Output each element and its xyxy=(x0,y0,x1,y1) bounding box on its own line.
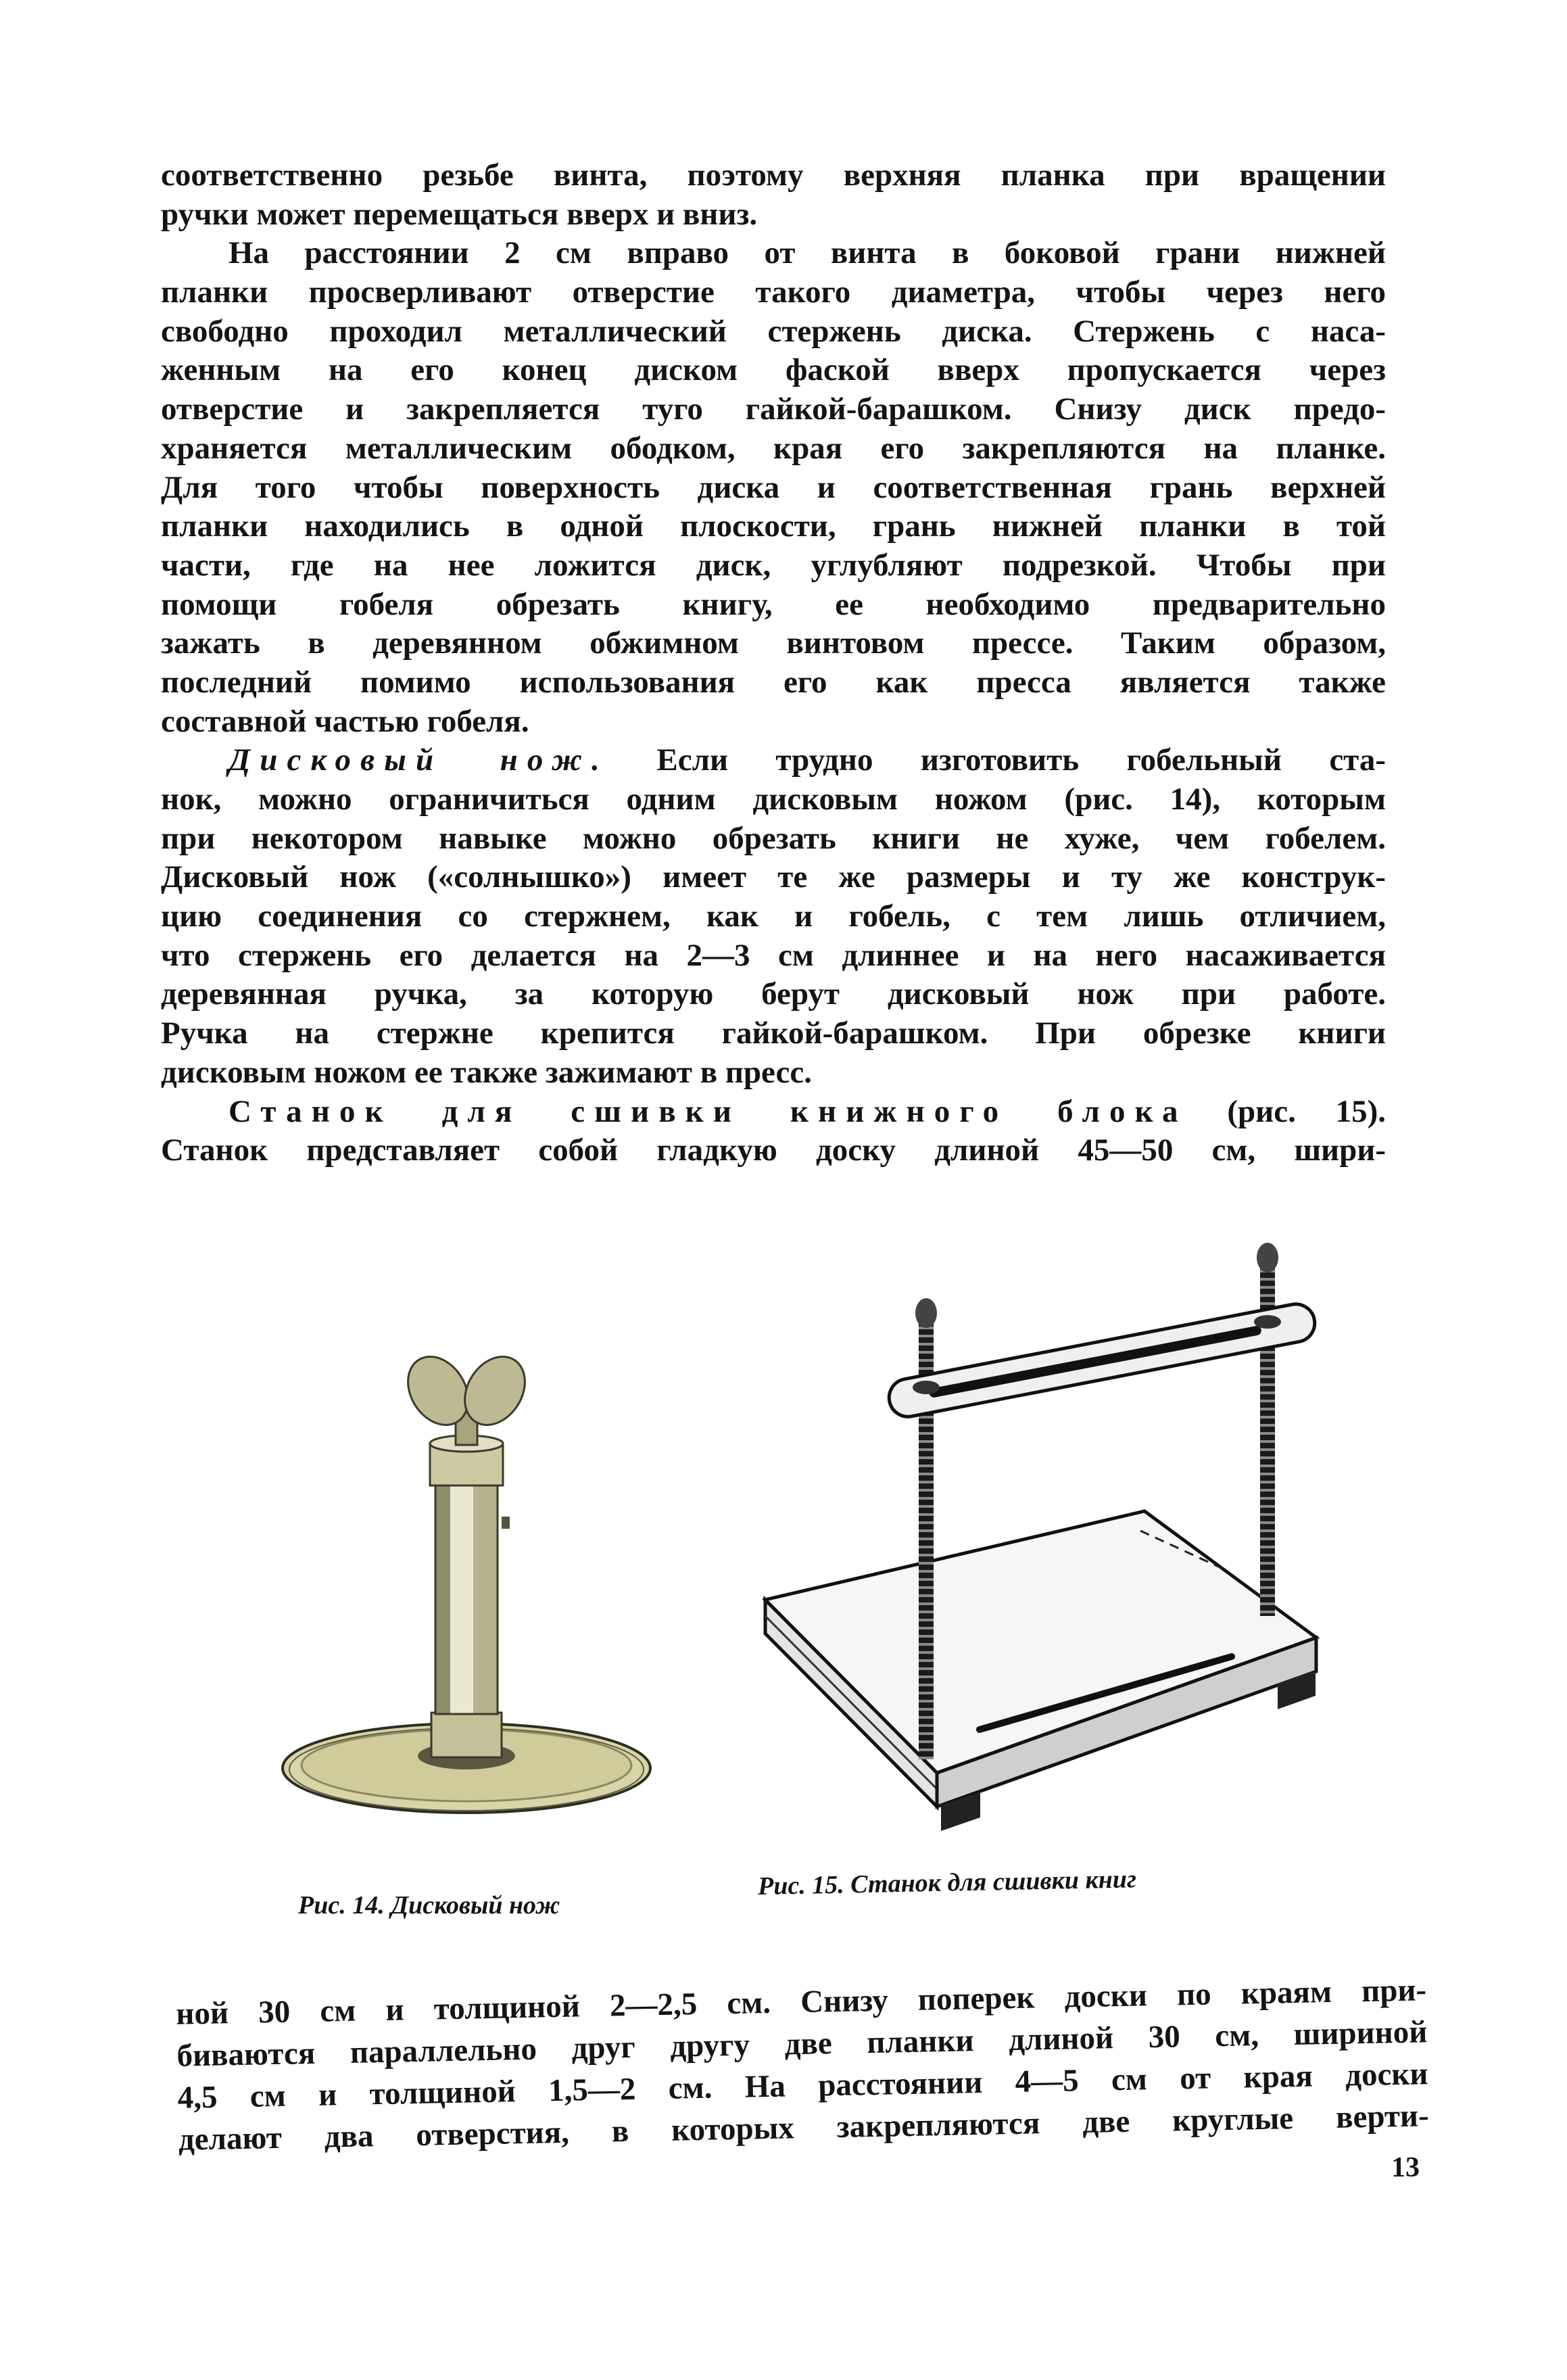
post-shade-right xyxy=(473,1477,498,1714)
paragraph-line: отверстие и закрепляется туго гайкой-барашком. Снизу диск предо- xyxy=(161,391,1386,427)
crossbar-slot xyxy=(928,1325,1262,1398)
paragraph-line: ручки может перемещаться вверх и вниз. xyxy=(161,196,758,232)
paragraph xyxy=(161,1093,1386,1170)
figure-14-disk-knife xyxy=(270,1342,690,1829)
run-in-heading: Дисковый нож. xyxy=(228,742,609,778)
paragraph-line: На расстоянии 2 см вправо от винта в боковой грани нижней xyxy=(228,235,1386,271)
paragraph-line: что стержень его делается на 2—3 см длиннее и на него насаживается xyxy=(161,937,1386,973)
paragraph-line: соответственно резьбе винта, поэтому верхняя планка при вращении xyxy=(161,158,1386,193)
paragraph-line xyxy=(161,1093,1386,1132)
paragraph-line: ной 30 см и толщиной 2—2,5 см. Снизу поперек доски по краям при- xyxy=(175,1972,1427,2032)
paragraph-line: при некотором навыке можно обрезать книги не хуже, чем гобелем. xyxy=(161,820,1386,856)
paragraph-line: Станок представляет собой гладкую доску длиной 45—50 см, шири- xyxy=(161,1133,1386,1168)
paragraph-line: биваются параллельно друг другу две планки длиной 30 см, шириной xyxy=(176,2014,1428,2074)
paragraph-line: храняется металлическим ободком, края его закрепляются на планке. xyxy=(161,430,1386,466)
paragraph xyxy=(161,234,1386,741)
left-wing-nut-icon xyxy=(915,1298,937,1328)
paragraph-line: делают два отверстия, в которых закрепляются две круглые верти- xyxy=(178,2098,1430,2158)
paragraph-line: последний помимо использования его как пресса является также xyxy=(161,664,1386,700)
paragraph-line xyxy=(161,741,1386,780)
paragraph-line: дисковым ножом ее также зажимают в пресс. xyxy=(161,1054,812,1090)
top-crossbar xyxy=(886,1301,1318,1420)
paragraph-line: планки просверливают отверстие такого диаметра, чтобы через него xyxy=(161,275,1386,310)
paragraph-line: части, где на нее ложится диск, углубляют подрезкой. Чтобы при xyxy=(161,547,1386,583)
paragraph-line: планки находились в одной плоскости, грань нижней планки в той xyxy=(161,508,1386,544)
figure-15-sewing-frame xyxy=(744,1210,1352,1839)
board-top xyxy=(765,1511,1316,1773)
paragraph-line: нок, можно ограничиться одним дисковым ножом (рис. 14), которым xyxy=(161,782,1386,817)
paragraph xyxy=(161,741,1386,1092)
right-wing-nut-icon xyxy=(1257,1243,1278,1272)
paragraph-line: составной частью гобеля. xyxy=(161,703,529,739)
side-pin xyxy=(502,1517,510,1529)
line-text: (рис. 15). xyxy=(1187,1093,1387,1129)
paragraph-line: Для того чтобы поверхность диска и соответственная грань верхней xyxy=(161,469,1386,505)
paragraph-line: 4,5 см и толщиной 1,5—2 см. На расстоянии 4—5 см от края доски xyxy=(177,2056,1428,2116)
paragraph-line: деревянная ручка, за которую берут дисковый нож при работе. xyxy=(161,976,1386,1012)
text-column xyxy=(161,156,1386,1170)
left-bar-nut xyxy=(913,1381,940,1394)
run-in-heading: Станок для сшивки книжного блока xyxy=(228,1093,1188,1129)
bottom-collar xyxy=(431,1713,502,1757)
page-number: 13 xyxy=(1391,2152,1420,2183)
paragraph xyxy=(161,156,1386,234)
continuation-paragraph xyxy=(176,1969,1429,2160)
paragraph-line: цию соединения со стержнем, как и гобель, с тем лишь отличием, xyxy=(161,899,1386,934)
paragraph-line: Дисковый нож («солнышко») имеет те же размеры и ту же конструк- xyxy=(161,859,1386,895)
figure-15-caption: Рис. 15. Станок для сшивки книг xyxy=(757,1865,1137,1901)
paragraph-line: женным на его конец диском фаской вверх пропускается через xyxy=(161,352,1386,388)
paragraph-line: свободно проходил металлический стержень диска. Стержень с наса- xyxy=(161,313,1386,349)
paragraph-line: помощи гобеля обрезать книгу, ее необходимо предварительно xyxy=(161,586,1386,622)
paragraph-line: зажать в деревянном обжимном винтовом прессе. Таким образом, xyxy=(161,625,1386,661)
post-shade-left xyxy=(435,1477,450,1714)
post-highlight xyxy=(450,1477,473,1714)
figure-14-caption: Рис. 14. Дисковый нож xyxy=(298,1891,560,1920)
paragraph-line: Ручка на стержне крепится гайкой-барашком. При обрезке книги xyxy=(161,1016,1386,1051)
line-text: Если трудно изготовить гобельный ста- xyxy=(609,742,1386,778)
right-bar-nut xyxy=(1254,1315,1281,1329)
